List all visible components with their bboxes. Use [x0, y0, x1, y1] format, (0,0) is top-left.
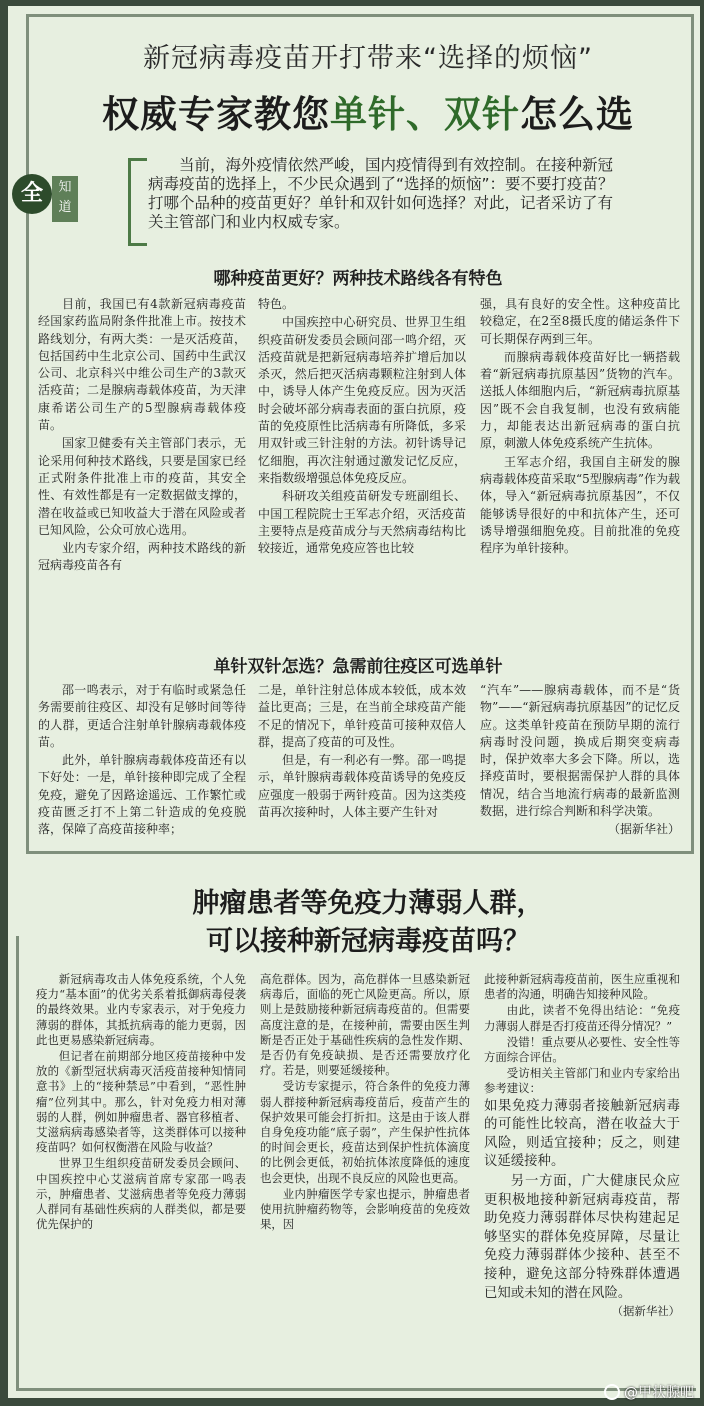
s2-column-3	[480, 682, 680, 840]
advice-block	[484, 1098, 680, 1304]
paragraph: 但是，有一利必有一弊。邵一鸣提示，单针腺病毒载体疫苗诱导的免疫反应强度一般弱于两针疫苗。因为这类疫苗再次接种时，人体主要产生针对	[258, 753, 466, 820]
paragraph: 强，具有良好的安全性。这种疫苗比较稳定，在2至8摄氏度的储运条件下可长期保存两到三年。	[480, 297, 680, 346]
paragraph: 由此，读者不免得出结论：“免疫力薄弱人群是否打疫苗还得分情况？”	[484, 1003, 680, 1033]
paragraph: 目前，我国已有4款新冠病毒疫苗经国家药监局附条件批准上市。按技术路线划分，有两大类：一是灭活疫苗，包括国药中生北京公司、国药中生武汉公司、北京科兴中维公司生产的3款灭活疫苗；二是腺病毒载体疫苗，为天津康希诺公司生产的5型腺病毒载体疫苗。	[38, 297, 246, 433]
paragraph: 世界卫生组织疫苗研发委员会顾问、中国疾控中心艾滋病首席专家邵一鸣表示，肿瘤患者、艾滋病患者等免疫力薄弱人群同有基础性疾病的人群类似，都是要优先保护的	[36, 1156, 246, 1232]
title-separator: 、	[406, 93, 444, 136]
paragraph: 此外，单针腺病毒载体疫苗还有以下好处：一是，单针接种即完成了全程免疫，避免了因路途遥远、工作繁忙或疫苗匮乏打不上第二针造成的免疫脱落，保障了高疫苗接种率；	[38, 753, 246, 837]
title-suffix: 怎么选	[520, 93, 634, 136]
advice-paragraph-2: 另一方面，广大健康民众应更积极地接种新冠病毒疫苗，帮助免疫力薄弱群体尽快构建起足够坚实的群体免疫屏障，尽量让免疫力薄弱群体少接种、甚至不接种，避免这部分特殊群体遭遇已知或未知的潜在风险。	[484, 1174, 680, 1301]
paragraph: 科研攻关组疫苗研发专班副组长、中国工程院院士王军志介绍，灭活疫苗主要特点是疫苗成分与天然病毒结构比较接近，通常免疫应答也比较	[258, 489, 466, 556]
lead-paragraph: 当前，海外疫情依然严峻，国内疫情得到有效控制。在接种新冠病毒疫苗的选择上，不少民众遇到了“选择的烦恼”：要不要打疫苗？打哪个品种的疫苗更好？单针和双针如何选择？对此，记者采访了有关主管部门和业内权威专家。	[148, 156, 614, 231]
paragraph: 王军志介绍，我国自主研发的腺病毒载体疫苗采取“5型腺病毒”作为载体，导入“新冠病毒抗原基因”，不仅能够诱导很好的中和抗体产生，还可诱导增强细胞免疫。目前批准的免疫程序为单针接种。	[480, 454, 680, 556]
source-credit: （据新华社）	[611, 1304, 680, 1319]
lead-bracket	[128, 158, 147, 246]
section-heading-1: 哪种疫苗更好？两种技术路线各有特色	[213, 269, 503, 289]
paragraph: 邵一鸣表示，对于有临时或紧急任务需要前往疫区、却没有足够时间等待的人群，更适合注射单针腺病毒载体疫苗。	[38, 683, 246, 749]
article-subtitle: 新冠病毒疫苗开打带来“选择的烦恼”	[143, 43, 593, 74]
s2-column-1	[38, 682, 246, 840]
paragraph: 但记者在前期部分地区疫苗接种中发放的《新型冠状病毒灭活疫苗接种知情同意书》上的“接种禁忌”中看到，“恶性肿瘤”位列其中。那么，针对免疫力相对薄弱的人群，例如肿瘤患者、器官移植者、艾滋病病毒感染者等，这类群体可以接种疫苗吗？如何权衡潜在风险与收益？	[36, 1049, 246, 1155]
watermark-text: @甲状腺吧	[624, 1385, 694, 1401]
badge-label-2: 道	[58, 200, 72, 215]
s1-column-1	[38, 296, 246, 576]
paragraph: 二是，单针注射总体成本较低，成本效益比更高；三是，在当前全球疫苗产能不足的情况下，单针疫苗可接种双倍人群，提高了疫苗的可及性。	[258, 683, 466, 749]
a2-column-2	[260, 972, 470, 1233]
paragraph: 受访专家提示，符合条件的免疫力薄弱人群接种新冠病毒疫苗后，疫苗产生的保护效果可能会打折扣。这是由于该人群自身免疫功能“底子弱”，产生保护性抗体的时间会更长，疫苗达到保护性抗体滴度的比例会更低，初始抗体浓度降低的速度也会更快，出现不良反应的风险也更高。	[260, 1079, 470, 1185]
title-highlight-single: 单针	[330, 93, 406, 136]
article-title	[48, 84, 688, 138]
paragraph: 而腺病毒载体疫苗好比一辆搭载着“新冠病毒抗原基因”货物的汽车。送抵人体细胞内后，“新冠病毒抗原基因”既不会自我复制，也没有致病能力，却能表达出新冠病毒的蛋白抗原，刺激人体免疫系统产生抗体。	[480, 349, 680, 451]
paragraph: 中国疾控中心研究员、世界卫生组织疫苗研发委员会顾问邵一鸣介绍，灭活疫苗就是把新冠病毒培养扩增后加以杀灭，然后把灭活病毒颗粒注射到人体中，诱导人体产生免疫反应。因为灭活时会破坏部分病毒表面的蛋白抗原，疫苗的免疫原性比活病毒有所降低，多采用双针或三针注射的方法。初针诱导记忆细胞，再次注射通过激发记忆反应，来指数级增强总体免疫反应。	[258, 315, 466, 485]
paragraph: 国家卫健委有关主管部门表示，无论采用何种技术路线，只要是国家已经正式附条件批准上市的疫苗，其安全性、有效性都是有一定数据做支撑的，潜在收益或已知收益大于潜在风险或者已知风险，公众可放心选用。	[38, 436, 246, 537]
paragraph: 特色。	[258, 297, 295, 311]
paragraph: “汽车”——腺病毒载体，而不是“货物”——“新冠病毒抗原基因”的记忆反应。这类单针疫苗在预防早期的流行病毒时没问题，换成后期突变病毒时，保护效率大多会下降。所以，选择疫苗时，要根据需保护人群的具体情况，结合当地流行病毒的最新监测数据，进行综合判断和科学决策。	[480, 683, 680, 819]
column-badge-tag	[52, 176, 78, 222]
section-heading-2: 单针双针怎选？急需前往疫区可选单针	[213, 657, 503, 677]
watermark	[604, 1382, 694, 1402]
source-credit: （据新华社）	[607, 822, 680, 837]
newspaper-page	[8, 6, 700, 1398]
paragraph: 受访相关主管部门和业内专家给出参考建议：	[484, 1066, 680, 1096]
s1-column-3	[480, 296, 680, 558]
paragraph: 没错！重点要从必要性、安全性等方面综合评估。	[484, 1034, 680, 1065]
s2-column-2	[258, 682, 466, 822]
paragraph: 业内肿瘤医学专家也提示，肿瘤患者使用抗肿瘤药物等，会影响疫苗的免疫效果，因	[260, 1186, 470, 1232]
paragraph: 此接种新冠病毒疫苗前，医生应重视和患者的沟通，明确告知接种风险。	[484, 972, 680, 1002]
article2-title-line2: 可以接种新冠病毒疫苗吗？	[206, 926, 530, 957]
paragraph: 业内专家介绍，两种技术路线的新冠病毒疫苗各有	[38, 541, 246, 573]
title-highlight-double: 双针	[444, 93, 520, 136]
article2-title-line1: 肿瘤患者等免疫力薄弱人群，	[192, 888, 544, 919]
paragraph: 高危群体。因为，高危群体一旦感染新冠病毒后，面临的死亡风险更高。所以，原则上是鼓励接种新冠病毒疫苗的。但需要高度注意的是，在接种前，需要由医生判断是否正处于基础性疾病的急性发作期、是否仍有免疫缺损、是否还需要放疗化疗。若是，则要延缓接种。	[260, 972, 470, 1078]
s1-column-2	[258, 296, 466, 558]
paragraph: 新冠病毒攻击人体免疫系统，个人免疫力“基本面”的优劣关系着抵御病毒侵袭的最终效果。业内专家表示，对于免疫力薄弱的群体，其抵抗病毒的能力更弱，因此也更易感染新冠病毒。	[36, 972, 246, 1047]
title-prefix: 权威专家教您	[102, 93, 330, 136]
weibo-logo-icon	[604, 1384, 620, 1400]
a2-column-3	[484, 972, 680, 1320]
a2-column-1	[36, 972, 246, 1233]
badge-label-1: 知	[58, 180, 72, 195]
advice-paragraph: 如果免疫力薄弱者接触新冠病毒的可能性比较高，潜在收益大于风险，则适宜接种；反之，则建议延缓接种。	[484, 1098, 680, 1170]
column-badge: 全	[12, 174, 52, 214]
